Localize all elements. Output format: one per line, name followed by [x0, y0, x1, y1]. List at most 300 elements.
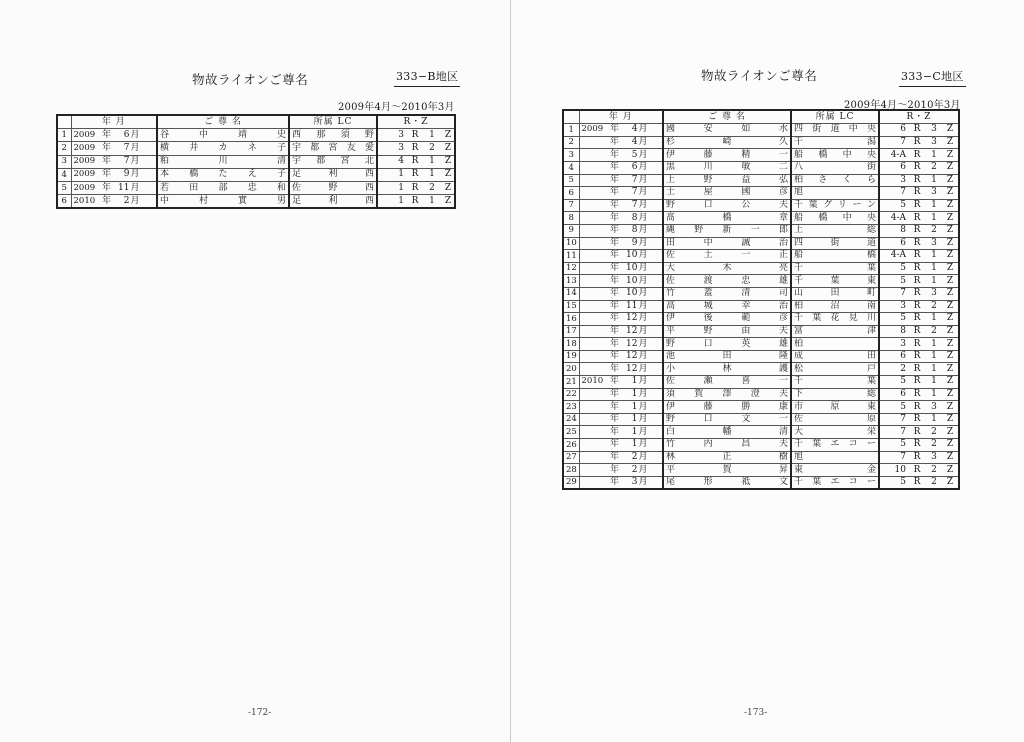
zone-letter: Z — [946, 149, 954, 160]
table-row — [57, 155, 455, 168]
death-date — [579, 338, 663, 351]
region-zone — [879, 313, 959, 326]
region-zone — [879, 275, 959, 288]
table-row — [563, 313, 959, 326]
zone-letter: Z — [946, 477, 954, 488]
zone-letter: Z — [946, 250, 954, 261]
date-month: 7 — [123, 156, 130, 167]
date-year-unit: 年 — [609, 275, 619, 286]
death-date — [579, 464, 663, 477]
region-letter: R — [913, 200, 921, 211]
region-zone — [879, 325, 959, 338]
club-name: 富 津 — [791, 325, 879, 338]
death-date — [579, 401, 663, 414]
header-rz: R・Z — [879, 110, 959, 124]
region-number: 10 — [894, 464, 906, 475]
date-year-unit: 年 — [609, 300, 619, 311]
period-label: 2009年4月〜2010年3月 — [338, 102, 455, 113]
date-month: 7 — [631, 187, 638, 198]
date-month-unit: 月 — [638, 426, 648, 437]
row-number: 9 — [563, 224, 579, 237]
region-number: 4 — [398, 156, 404, 167]
zone-number: 1 — [931, 414, 937, 425]
death-date — [579, 275, 663, 288]
date-month-unit: 月 — [638, 300, 648, 311]
header-date: 年 月 — [579, 110, 663, 124]
region-zone — [377, 195, 455, 209]
table-row — [563, 199, 959, 212]
date-month: 10 — [626, 275, 638, 286]
club-name: 西 那 須 野 — [289, 129, 377, 142]
row-number: 17 — [563, 325, 579, 338]
club-name: 千 葉 エ コ ー — [791, 439, 879, 452]
table-row — [57, 168, 455, 181]
date-year-unit: 年 — [609, 250, 619, 261]
death-date — [579, 161, 663, 174]
date-year-unit: 年 — [609, 288, 619, 299]
date-month: 7 — [631, 200, 638, 211]
date-year: 2009 — [73, 169, 96, 180]
region-zone — [377, 155, 455, 168]
date-year-unit: 年 — [609, 187, 619, 198]
death-date — [71, 155, 157, 168]
date-month-unit: 月 — [638, 363, 648, 374]
date-month-unit: 月 — [638, 137, 648, 148]
death-date — [579, 451, 663, 464]
member-name: 佐 土 一 正 — [663, 250, 791, 263]
date-year: 2010 — [73, 195, 96, 206]
table-row — [563, 237, 959, 250]
club-name: 柏 — [791, 338, 879, 351]
row-number: 6 — [563, 187, 579, 200]
region-letter: R — [411, 129, 419, 140]
member-name: 髙 橋 章 — [663, 212, 791, 225]
row-number: 6 — [57, 195, 71, 209]
club-name: 上 総 — [791, 224, 879, 237]
row-number: 21 — [563, 376, 579, 389]
region-letter: R — [913, 325, 921, 336]
table-row — [563, 325, 959, 338]
table-row — [563, 350, 959, 363]
region-zone — [879, 388, 959, 401]
region-number: 5 — [900, 376, 906, 387]
zone-letter: Z — [444, 142, 452, 153]
zone-letter: Z — [946, 338, 954, 349]
date-year-unit: 年 — [609, 451, 619, 462]
member-name: 本 橋 た え 子 — [157, 168, 289, 181]
zone-letter: Z — [946, 351, 954, 362]
page-title: 物故ライオンご尊名 — [701, 68, 818, 83]
club-name: 佐 野 西 — [289, 181, 377, 194]
member-name: 高 城 幸 治 — [663, 300, 791, 313]
club-name: 千 葉 東 — [791, 275, 879, 288]
club-name: 東 金 — [791, 464, 879, 477]
member-name: 平 野 由 夫 — [663, 325, 791, 338]
death-date — [579, 212, 663, 225]
region-zone — [879, 476, 959, 489]
date-year-unit: 年 — [609, 363, 619, 374]
member-name: 野 口 英 雄 — [663, 338, 791, 351]
death-date — [71, 195, 157, 209]
zone-letter: Z — [444, 156, 452, 167]
region-number: 7 — [900, 187, 906, 198]
region-letter: R — [913, 174, 921, 185]
member-name: 谷 中 靖 史 — [157, 129, 289, 142]
date-year: 2009 — [73, 182, 96, 193]
region-letter: R — [411, 142, 419, 153]
member-name: 土 屋 國 彦 — [663, 187, 791, 200]
date-month-unit: 月 — [638, 162, 648, 173]
zone-letter: Z — [946, 187, 954, 198]
region-letter: R — [913, 288, 921, 299]
region-number: 3 — [900, 338, 906, 349]
region-number: 6 — [900, 162, 906, 173]
zone-number: 1 — [931, 313, 937, 324]
row-number: 15 — [563, 300, 579, 313]
zone-letter: Z — [444, 182, 452, 193]
zone-letter: Z — [946, 451, 954, 462]
row-number: 3 — [563, 149, 579, 162]
zone-letter: Z — [444, 129, 452, 140]
date-month-unit: 月 — [638, 414, 648, 425]
date-year: 2009 — [73, 142, 96, 153]
region-number: 6 — [900, 124, 906, 135]
zone-number: 3 — [931, 137, 937, 148]
death-date — [579, 426, 663, 439]
zone-letter: Z — [946, 376, 954, 387]
zone-letter: Z — [946, 363, 954, 374]
date-year: 2009 — [581, 124, 604, 135]
region-zone — [879, 451, 959, 464]
region-letter: R — [913, 351, 921, 362]
region-letter: R — [411, 182, 419, 193]
table-row — [563, 388, 959, 401]
region-letter: R — [913, 338, 921, 349]
date-year-unit: 年 — [609, 401, 619, 412]
region-zone — [879, 161, 959, 174]
region-zone — [879, 149, 959, 162]
table-row — [563, 161, 959, 174]
row-number: 2 — [563, 136, 579, 149]
zone-number: 2 — [931, 439, 937, 450]
club-name: 千 葉 花 見 川 — [791, 313, 879, 326]
club-name: 柏 さ く ら — [791, 174, 879, 187]
date-month: 2 — [123, 195, 130, 206]
table-row — [563, 275, 959, 288]
club-name: 干 潟 — [791, 136, 879, 149]
region-number: 7 — [900, 451, 906, 462]
table-header-row — [563, 110, 959, 124]
period-label: 2009年4月〜2010年3月 — [844, 100, 961, 111]
zone-letter: Z — [946, 212, 954, 223]
club-name: 船 橋 中 央 — [791, 212, 879, 225]
zone-number: 2 — [931, 477, 937, 488]
table-row — [563, 212, 959, 225]
row-number: 11 — [563, 250, 579, 263]
region-letter: R — [913, 250, 921, 261]
region-letter: R — [913, 124, 921, 135]
region-zone — [879, 187, 959, 200]
row-number: 26 — [563, 439, 579, 452]
region-letter: R — [913, 187, 921, 198]
region-zone — [879, 376, 959, 389]
region-letter: R — [913, 313, 921, 324]
member-name: 竹 内 昌 夫 — [663, 439, 791, 452]
region-zone — [879, 136, 959, 149]
region-letter: R — [913, 149, 921, 160]
table-row — [563, 439, 959, 452]
table-row — [563, 224, 959, 237]
member-name: 須 賀 澤 澄 夫 — [663, 388, 791, 401]
table-row — [563, 250, 959, 263]
zone-number: 2 — [429, 182, 435, 193]
date-month-unit: 月 — [638, 338, 648, 349]
region-number: 5 — [900, 313, 906, 324]
zone-letter: Z — [946, 263, 954, 274]
table-row — [563, 300, 959, 313]
region-number: 3 — [900, 174, 906, 185]
death-date — [71, 129, 157, 142]
date-month-unit: 月 — [638, 313, 648, 324]
zone-number: 1 — [429, 169, 435, 180]
region-number: 1 — [398, 182, 404, 193]
death-date — [579, 149, 663, 162]
region-letter: R — [913, 275, 921, 286]
header-name: ご 尊 名 — [663, 110, 791, 124]
region-letter: R — [411, 156, 419, 167]
date-month: 11 — [118, 182, 130, 193]
member-name: 伊 藤 精 一 — [663, 149, 791, 162]
member-name: 國 安 如 水 — [663, 124, 791, 137]
region-zone — [377, 129, 455, 142]
zone-letter: Z — [444, 169, 452, 180]
region-number: 5 — [900, 275, 906, 286]
date-month: 12 — [626, 338, 638, 349]
date-month-unit: 月 — [638, 325, 648, 336]
region-zone — [879, 401, 959, 414]
row-number: 27 — [563, 451, 579, 464]
row-number: 19 — [563, 350, 579, 363]
death-date — [579, 174, 663, 187]
death-date — [579, 325, 663, 338]
region-zone — [879, 237, 959, 250]
region-number: 6 — [900, 237, 906, 248]
date-month: 1 — [631, 388, 638, 399]
date-month-unit: 月 — [638, 477, 648, 488]
date-month-unit: 月 — [638, 288, 648, 299]
region-zone — [377, 142, 455, 155]
death-date — [579, 250, 663, 263]
region-letter: R — [411, 169, 419, 180]
date-month-unit: 月 — [638, 225, 648, 236]
death-date — [579, 413, 663, 426]
region-zone — [879, 174, 959, 187]
region-number: 4-A — [890, 212, 906, 223]
zone-number: 1 — [931, 200, 937, 211]
date-month-unit: 月 — [130, 169, 140, 180]
death-date — [579, 124, 663, 137]
table-row — [563, 363, 959, 376]
zone-number: 2 — [931, 225, 937, 236]
row-number: 18 — [563, 338, 579, 351]
row-number: 25 — [563, 426, 579, 439]
date-year-unit: 年 — [101, 182, 111, 193]
region-zone — [879, 124, 959, 137]
date-month-unit: 月 — [130, 129, 140, 140]
header-date: 年 月 — [71, 115, 157, 129]
zone-letter: Z — [444, 195, 452, 206]
date-year-unit: 年 — [609, 338, 619, 349]
zone-number: 2 — [931, 325, 937, 336]
date-month-unit: 月 — [130, 195, 140, 206]
club-name: 船 橋 中 央 — [791, 149, 879, 162]
row-number: 4 — [57, 168, 71, 181]
region-letter: R — [913, 401, 921, 412]
date-month-unit: 月 — [130, 182, 140, 193]
date-month: 12 — [626, 351, 638, 362]
region-number: 5 — [900, 263, 906, 274]
death-date — [579, 376, 663, 389]
region-letter: R — [913, 300, 921, 311]
date-year-unit: 年 — [101, 129, 111, 140]
region-letter: R — [913, 451, 921, 462]
date-year-unit: 年 — [101, 195, 111, 206]
date-month: 8 — [631, 212, 638, 223]
date-month-unit: 月 — [638, 464, 648, 475]
zone-number: 2 — [931, 162, 937, 173]
row-number: 1 — [57, 129, 71, 142]
death-date — [579, 199, 663, 212]
club-name: 成 田 — [791, 350, 879, 363]
table-body — [57, 129, 455, 209]
death-date — [579, 350, 663, 363]
table-row — [57, 195, 455, 209]
region-number: 6 — [900, 351, 906, 362]
zone-number: 1 — [931, 149, 937, 160]
table-body — [563, 124, 959, 490]
region-number: 5 — [900, 477, 906, 488]
club-name: 足 利 西 — [289, 195, 377, 209]
zone-number: 3 — [931, 124, 937, 135]
zone-letter: Z — [946, 137, 954, 148]
row-number: 12 — [563, 262, 579, 275]
header-club: 所属 LC — [289, 115, 377, 129]
zone-number: 1 — [931, 250, 937, 261]
row-number: 5 — [57, 181, 71, 194]
date-month-unit: 月 — [130, 142, 140, 153]
zone-letter: Z — [946, 174, 954, 185]
table-row — [57, 181, 455, 194]
zone-number: 1 — [931, 351, 937, 362]
table-row — [57, 142, 455, 155]
region-number: 7 — [900, 414, 906, 425]
page-number: -172- — [248, 708, 272, 718]
region-zone — [879, 212, 959, 225]
zone-letter: Z — [946, 325, 954, 336]
date-year-unit: 年 — [609, 137, 619, 148]
page-title: 物故ライオンご尊名 — [192, 72, 309, 87]
row-number: 7 — [563, 199, 579, 212]
row-number: 3 — [57, 155, 71, 168]
date-month-unit: 月 — [638, 187, 648, 198]
region-zone — [879, 199, 959, 212]
date-year-unit: 年 — [609, 225, 619, 236]
date-year-unit: 年 — [101, 142, 111, 153]
club-name: 旭 — [791, 451, 879, 464]
region-number: 1 — [398, 195, 404, 206]
club-name: 千葉グリーン — [791, 199, 879, 212]
date-month-unit: 月 — [638, 124, 648, 135]
region-zone — [879, 350, 959, 363]
club-name: 松 戸 — [791, 363, 879, 376]
date-year: 2010 — [581, 376, 604, 387]
date-month: 10 — [626, 250, 638, 261]
region-zone — [377, 168, 455, 181]
member-name: 杉 崎 久 — [663, 136, 791, 149]
zone-letter: Z — [946, 401, 954, 412]
header-no — [563, 110, 579, 124]
zone-number: 3 — [931, 401, 937, 412]
memorial-table — [562, 109, 960, 490]
date-year-unit: 年 — [609, 414, 619, 425]
region-number: 5 — [900, 439, 906, 450]
table-row — [563, 426, 959, 439]
date-year-unit: 年 — [101, 169, 111, 180]
region-zone — [879, 413, 959, 426]
date-month: 1 — [631, 426, 638, 437]
zone-number: 3 — [931, 288, 937, 299]
zone-number: 1 — [931, 212, 937, 223]
date-year-unit: 年 — [609, 149, 619, 160]
date-year-unit: 年 — [609, 237, 619, 248]
date-month-unit: 月 — [638, 250, 648, 261]
death-date — [579, 363, 663, 376]
date-month: 2 — [631, 451, 638, 462]
club-name: 山 田 町 — [791, 287, 879, 300]
member-name: 田 中 誠 治 — [663, 237, 791, 250]
region-number: 7 — [900, 288, 906, 299]
club-name: 足 利 西 — [289, 168, 377, 181]
region-number: 8 — [900, 325, 906, 336]
death-date — [579, 287, 663, 300]
member-name: 平 賀 昇 — [663, 464, 791, 477]
zone-number: 2 — [931, 426, 937, 437]
date-month: 4 — [631, 137, 638, 148]
member-name: 林 正 樹 — [663, 451, 791, 464]
date-year-unit: 年 — [609, 426, 619, 437]
club-name: 千 葉 エ コ ー — [791, 476, 879, 489]
date-year-unit: 年 — [609, 124, 619, 135]
date-year-unit: 年 — [609, 162, 619, 173]
date-year-unit: 年 — [609, 376, 619, 387]
member-name: 佐 瀬 喜 一 — [663, 376, 791, 389]
death-date — [579, 388, 663, 401]
zone-letter: Z — [946, 162, 954, 173]
death-date — [71, 168, 157, 181]
zone-number: 2 — [429, 142, 435, 153]
date-year-unit: 年 — [609, 313, 619, 324]
zone-letter: Z — [946, 388, 954, 399]
date-month: 12 — [626, 363, 638, 374]
zone-letter: Z — [946, 237, 954, 248]
zone-number: 1 — [931, 338, 937, 349]
zone-letter: Z — [946, 225, 954, 236]
table-row — [563, 338, 959, 351]
date-month-unit: 月 — [638, 351, 648, 362]
zone-number: 3 — [931, 187, 937, 198]
zone-letter: Z — [946, 313, 954, 324]
club-name: 四 街 道 — [791, 237, 879, 250]
